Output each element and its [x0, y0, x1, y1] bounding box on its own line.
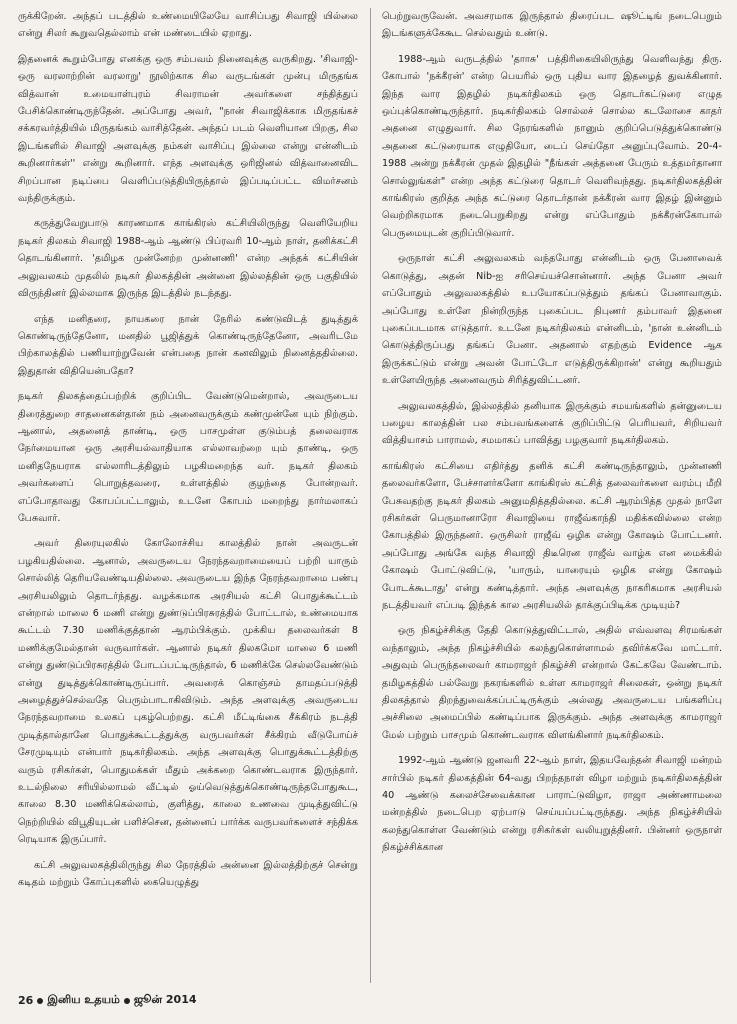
issue-date: ஜூன் 2014	[133, 993, 197, 1006]
paragraph: 1992-ஆம் ஆண்டு ஜனவரி 22-ஆம் நாள், இதயவேந்தன் சிவாஜி மன்றம் சார்பில் நடிகர் திலகத்தின் 64-வது பிறந்தநாள் விழா மற்றும் நடிகர்திலகத்தின் 40 ஆண்டு கலைச்சேவைக்கான பாராட்டுவிழா, ராஜா அண்ணாமலை மன்றத்தில் நடைபெற ஏற்பாடு செய்யப்பட்டிருந்தது. அந்த நிகழ்ச்சியில் கலந்துகொள்ள வேண்டும் என்று ரசிகர்கள் வலியுறுத்தினர். பின்னர் ஒருநாள் நிகழ்ச்சிக்கான	[382, 755, 722, 854]
paragraph: ஒரு நிகழ்ச்சிக்கு தேதி கொடுத்துவிட்டால், அதில் எவ்வளவு சிரமங்கள் வந்தாலும், அந்த நிகழ்ச்சியில் கலந்துகொள்ளாமல் தவிர்க்கவே மாட்டார். அதுவும் பெருந்தலைவர் காமராஜர் நிகழ்ச்சி என்றால் கேட்கவே வேண்டாம். தமிழகத்தில் பல்வேறு நகரங்களில் உள்ள காமராஜர் சிலைகள், ஒன்று நடிகர் திலகத்தால் திறந்துவைக்கப்பட்டிருக்கும் அல்லது அவருடைய பங்களிப்பு அச்சிலை அமைப்பில் கண்டிப்பாக இருக்கும். அந்த அளவுக்கு காமராஜர் மேல் பற்றும் பாசமும் கொண்டவராக விளங்கினார் நடிகர்திலகம்.	[382, 625, 722, 741]
article-page	[18, 8, 722, 988]
paragraph: 1988-ஆம் வருடத்தில் 'தாாசு' பத்திரிகையிலிருந்து வெளிவந்து திரு. கோபால் 'நக்கீரன்' என்ற பெயரில் ஒரு புதிய வார இதழைத் துவக்கினார். இந்த வார இதழில் நடிகர்திலகம் ஒரு தொடர்கட்டுரை எழுத ஒப்புக்கொண்டிருந்தார். நடிகர்திலகம் சொல்லச் சொல்ல கடலோசை காதர் அதனை எழுதுவார். சில நேரங்களில் நானும் குறிப்பெடுத்துக்கொண்டு அதனை கட்டுரையாக எழுதியோ, டைப் செய்தோ அனுப்புவோம். 20-4-1988 அன்று நக்கீரன் முதல் இதழில் "நீங்கள் அத்தனை பேரும் உத்தமர்தானா சொல்லுங்கள்" என்ற அந்த கட்டுரை தொடர் வெளிவந்தது. நடிகர்திலகத்தின் காங்கிரஸ் குறித்த அந்த கட்டுரை தொடர்தான் நக்கீரன் வார இதழ் இன்னும் வெற்றிகரமாக நடைபெறுகிறது என்று எப்போதும் நக்கீரன்கோபால் பெருமையுடன் குறிப்பிடுவார்.	[382, 53, 722, 239]
left-column	[18, 8, 358, 988]
paragraph: ஒருநாள் கட்சி அலுவலகம் வந்தபோது என்னிடம் ஒரு பேனாவைக் கொடுத்து, அதன் Nib-ஐ சரிசெய்யச்சொன்னார். அந்த பேனா அவர் எப்போதும் அலுவலகத்தில் உபயோகப்படுத்தும் தங்கப் பேனாவாகும். அப்போது உள்ளே நின்றிருந்த புகைப்பட நிபுணர் தம்பாவர் இதனை புகைப்படமாக எடுத்தார். உடனே நடிகர்திலகம் என்னிடம், 'நான் உன்னிடம் கொடுத்திருப்பது தங்கப் பேனா. அதனால் எதற்கும் Evidence ஆக இருக்கட்டும் என்று அவன் போட்டோ எடுத்திருக்கிறான்' என்று கூறியதும் உள்ளேயிருந்த அனைவரும் சிரித்துவிட்டனர்.	[382, 253, 722, 387]
page-number: 26	[18, 994, 34, 1007]
paragraph: பெற்றுவருவேன். அவசரமாக இருந்தால் திரைப்பட ஷூட்டிங் நடைபெறும் இடங்களுக்கேகூட செல்வதும் உண்டு.	[382, 11, 722, 40]
magazine-name: இனிய உதயம்	[47, 993, 120, 1006]
column-divider	[370, 8, 371, 983]
paragraph: கட்சி அலுவலகத்திலிருந்து சில நேரத்தில் அன்னை இல்லத்திற்குச் சென்று கடிதம் மற்றும் கோப்புகளில் கையெழுத்து	[18, 859, 358, 889]
paragraph: ருக்கிறேன். அந்தப் படத்தில் உண்மையிலேயே வாசிப்பது சிவாஜி யில்லை என்று சிலர் கூறுவதெல்லாம் என் மண்டையில் ஏறாது.	[18, 11, 358, 40]
paragraph: எந்த மனிதரை, நாயகரை நான் நேரில் கண்டுவிடத் துடித்துக் கொண்டிருந்தேனோ, மனதில் பூஜித்துக் கொண்டிருந்தேனோ, அவரிடமே பிற்காலத்தில் பணியாற்றுவேன் என்பதை நான் கனவிலும் நினைத்ததில்லை. இதுதான் விதியென்பதோ?	[18, 313, 358, 377]
paragraph: அவர் திரையுலகில் கோலோச்சிய காலத்தில் நான் அவருடன் பழகியதில்லை. ஆனால், அவருடைய நேரந்தவறாமையைப் பற்றி யாரும் சொல்லித் தெரியவேண்டியதில்லை. அவருடைய இந்த நேரந்தவறாமை பண்பு அரசியலிலும் தொடர்ந்தது. வழக்கமாக அரசியல் கட்சி பொதுக்கூட்டம் என்றால் மாலை 6 மணி என்று துண்டுப்பிரசுரத்தில் போட்டால், உண்மையாக கூட்டம் 7.30 மணிக்குத்தான் ஆரம்பிக்கும். முக்கிய தலைவர்கள் 8 மணிக்குமேல்தான் வருவார்கள். ஆனால் நடிகர் திலகமோ மாலை 6 மணி என்று துண்டுப்பிரசுரத்தில் போடப்பட்டிருந்தால், 6 மணிக்கே செல்லவேண்டும் என்று துடித்துக்கொண்டிருப்பார். அவரைக் கொஞ்சம் தாமதப்படுத்தி அழைத்துச்செல்வதே பெரும்பாடாகிவிடும். அந்த அளவுக்கு அவருடைய நேரந்தவறாமை உலகப் புகழ்பெற்றது. கட்சி மீட்டிங்கை சீக்கிரம் நடத்தி முடித்தால்தானே பொதுக்கூட்டத்துக்கு வருபவர்கள் சீக்கிரம் வீடுபோய்ச் சேரமுடியும் என்பார் நடிகர்திலகம். அந்த அளவுக்கு பொதுக்கூட்டத்திற்கு வரும் ரசிகர்கள், பொதுமக்கள் மீதும் அக்கறை கொண்டவராக இருந்தார். உடல்நிலை சரியில்லாமல் வீட்டில் ஓய்வெடுத்துக்கொண்டிருந்தபோதுகூட, காலை 8.30 மணிக்கெல்லாம், குளித்து, காலை உணவை முடித்துவிட்டு நெற்றியில் விபூதியுடன் பளிச்சென, தன்னைப் பார்க்க வருபவர்களைச் சந்திக்க ரெடியாக இருப்பார்.	[18, 538, 358, 846]
paragraph: இதனைக் கூறும்போது எனக்கு ஒரு சம்பவம் நினைவுக்கு வருகிறது. 'சிவாஜி- ஒரு வரலாற்றின் வரலாறு' நூலிற்காக சில வருடங்கள் முன்பு மிருதங்க வித்வான் உமையாள்புரம் சிவராமன் அவர்களை சந்தித்துப் பேசிக்கொண்டிருந்தேன். அப்போது அவர், "நான் சிவாஜிக்காக மிருதங்கச் சக்கரவர்த்தியில் மிருதங்கம் வாசித்தேன். அந்தப் படம் வெளியான பிறகு, சில இடங்களில் சிவாஜி அளவுக்கு நம்கள் வாசிப்பு இல்லை என்று என்னிடம் கூறினார்கள்'' என்று கூறினார். எந்த அளவுக்கு ஒரிஜினல் வித்வானைவிட சிறப்பான நடிப்பை வெளிப்படுத்தியிருந்தால் இப்படிப்பட்ட விமர்சனம் வந்திருக்கும்.	[18, 53, 358, 205]
paragraph: அலுவலகத்தில், இல்லத்தில் தனியாக இருக்கும் சமயங்களில் தன்னுடைய பழைய காலத்தின் பல சம்பவங்களைக் குறிப்பிட்டு பெரியவர், சிறியவர் வித்தியாசம் பாராமல், சமமாகப் பாவித்து பழகுவார் நடிகர்திலகம்.	[382, 400, 722, 447]
paragraph: நடிகர் திலகத்தைப்பற்றிக் குறிப்பிட வேண்டுமென்றால், அவருடைய திரைத்துறை சாதனைகள்தான் நம் அனைவருக்கும் கண்முன்னே யும் நிற்கும். ஆனால், அதனைத் தாண்டி, ஒரு பாசமுள்ள குடும்பத் தலைவராக நேர்மையான ஒரு அரசியல்வாதியாக எல்லாவற்றை யும் தாண்டி, ஒரு மனிதநேயராக எல்லாரிடத்திலும் பழகிமறைந்த வர். நடிகர் திலகம் அவர்களைப் பொறுத்தவரை, உள்ளத்தில் குழந்தை போன்றவர். எப்போதாவது கோபப்பட்டாலும், உடனே கோபம் மறைந்து நார்மலாகப் பேசுவார்.	[18, 391, 358, 524]
paragraph: கருத்துவேறுபாடு காரணமாக காங்கிரஸ் கட்சியிலிருந்து வெளியேறிய நடிகர் திலகம் சிவாஜி 1988-ஆம் ஆண்டு பிப்ரவரி 10-ஆம் நாள், தனிக்கட்சி தொடங்கினார். 'தமிழக முன்னேற்ற முன்னணி' என்ற அந்தக் கட்சியின் அலுவலகம் முதலில் நடிகர் திலகத்தின் அன்னை இல்லத்தின் ஒரு பகுதியில் விருந்தினர் இல்லமாக இருந்த இடத்தில் நடந்தது.	[18, 218, 358, 300]
paragraph: காங்கிரஸ் கட்சியை எதிர்த்து தனிக் கட்சி கண்டிருந்தாலும், முன்னணி தலைவர்களோ, பேச்சாளர்களோ காங்கிரஸ் கட்சித் தலைவர்களை வரம்பு மீறி பேசுவதற்கு நடிகர் திலகம் அனுமதித்ததில்லை. கட்சி ஆரம்பித்த முதல் நாளே ரசிகர்கள் பெருமானாரோ சிவாஜியை ராஜீவ்காந்தி மதிக்கவில்லை என்ற கோபத்தில் இருந்தனர். ஒருசிலர் ராஜீவ் ஒழிக என்று கோஷம் போட்டனர். அப்போது அங்கே வந்த சிவாஜி திடீரென ராஜீவ் வாழ்க என மைக்கில் கோஷம் போட்டுவிட்டு, 'யாரும், யாரையும் ஒழிக என்று கோஷம் போடக்கூடாது' என்று கண்டித்தார். அந்த அளவுக்கு நாகரிகமாக அரசியல் நடத்தியவர் எப்படி இந்தக் கால அரசியலில் தாக்குப்பிடிக்க முடியும்?	[382, 460, 722, 611]
bullet-icon	[37, 998, 43, 1004]
bullet-icon	[124, 998, 130, 1004]
right-column	[382, 8, 722, 988]
page-footer	[18, 993, 197, 1008]
